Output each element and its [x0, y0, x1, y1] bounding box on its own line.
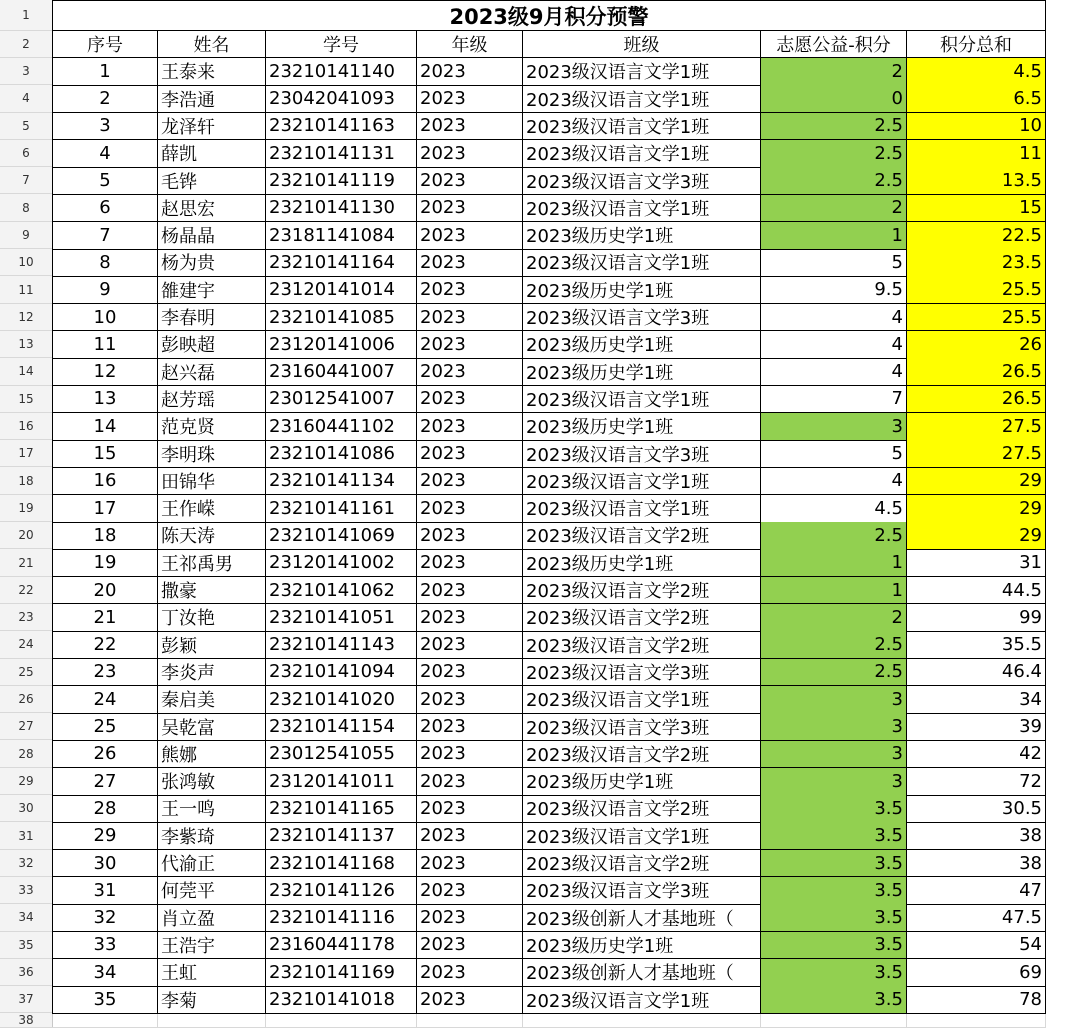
grade-cell[interactable]: 2023: [417, 986, 523, 1014]
row-number[interactable]: 27: [0, 713, 52, 740]
student-id-cell[interactable]: 23210141169: [266, 959, 417, 987]
student-id-cell[interactable]: 23210141116: [266, 904, 417, 932]
row-number[interactable]: 20: [0, 522, 52, 549]
volunteer-points-cell[interactable]: 1: [761, 577, 907, 605]
volunteer-points-cell[interactable]: 4: [761, 304, 907, 332]
grade-cell[interactable]: 2023: [417, 222, 523, 250]
row-index-cell[interactable]: 25: [52, 713, 158, 741]
class-name-cell[interactable]: 2023级汉语言文学2班: [523, 577, 761, 605]
volunteer-points-cell[interactable]: 1: [761, 549, 907, 577]
grade-cell[interactable]: 2023: [417, 440, 523, 468]
row-number[interactable]: 34: [0, 904, 52, 931]
student-name-cell[interactable]: 彭颖: [158, 631, 266, 659]
grade-cell[interactable]: 2023: [417, 686, 523, 714]
header-student-id[interactable]: 学号: [266, 31, 417, 58]
student-id-cell[interactable]: 23210141164: [266, 249, 417, 277]
student-id-cell[interactable]: 23210141126: [266, 877, 417, 905]
row-index-cell[interactable]: 24: [52, 686, 158, 714]
student-id-cell[interactable]: 23210141094: [266, 659, 417, 687]
grade-cell[interactable]: 2023: [417, 932, 523, 960]
class-name-cell[interactable]: 2023级汉语言文学3班: [523, 659, 761, 687]
volunteer-points-cell[interactable]: 2: [761, 604, 907, 632]
class-name-cell[interactable]: 2023级创新人才基地班（: [523, 904, 761, 932]
student-id-cell[interactable]: 23042041093: [266, 85, 417, 113]
student-id-cell[interactable]: 23210141085: [266, 304, 417, 332]
volunteer-points-cell[interactable]: 4.5: [761, 495, 907, 523]
class-name-cell[interactable]: 2023级汉语言文学1班: [523, 822, 761, 850]
student-name-cell[interactable]: 杨晶晶: [158, 222, 266, 250]
row-number[interactable]: 3: [0, 58, 52, 85]
student-id-cell[interactable]: 23120141006: [266, 331, 417, 359]
student-id-cell[interactable]: 23210141069: [266, 522, 417, 550]
class-name-cell[interactable]: 2023级汉语言文学3班: [523, 877, 761, 905]
grade-cell[interactable]: 2023: [417, 850, 523, 878]
row-number[interactable]: 23: [0, 604, 52, 631]
volunteer-points-cell[interactable]: 4: [761, 468, 907, 496]
total-points-cell[interactable]: 78: [907, 986, 1046, 1014]
class-name-cell[interactable]: 2023级汉语言文学1班: [523, 495, 761, 523]
grade-cell[interactable]: 2023: [417, 495, 523, 523]
volunteer-points-cell[interactable]: 3: [761, 686, 907, 714]
row-index-cell[interactable]: 5: [52, 167, 158, 195]
total-points-cell[interactable]: 23.5: [907, 249, 1046, 277]
student-name-cell[interactable]: 王祁禹男: [158, 549, 266, 577]
row-number[interactable]: 17: [0, 440, 52, 467]
student-id-cell[interactable]: 23210141020: [266, 686, 417, 714]
total-points-cell[interactable]: 6.5: [907, 85, 1046, 113]
grade-cell[interactable]: 2023: [417, 549, 523, 577]
row-index-cell[interactable]: 27: [52, 768, 158, 796]
student-id-cell[interactable]: 23210141168: [266, 850, 417, 878]
student-id-cell[interactable]: 23210141134: [266, 468, 417, 496]
student-name-cell[interactable]: 陈天涛: [158, 522, 266, 550]
row-number[interactable]: 38: [0, 1014, 52, 1028]
student-name-cell[interactable]: 赵兴磊: [158, 358, 266, 386]
student-id-cell[interactable]: 23120141011: [266, 768, 417, 796]
total-points-cell[interactable]: 27.5: [907, 440, 1046, 468]
row-number[interactable]: 31: [0, 822, 52, 849]
row-number[interactable]: 25: [0, 659, 52, 686]
student-name-cell[interactable]: 彭映超: [158, 331, 266, 359]
header-total-points[interactable]: 积分总和: [907, 31, 1046, 58]
row-number[interactable]: 10: [0, 249, 52, 276]
row-index-cell[interactable]: 12: [52, 358, 158, 386]
student-name-cell[interactable]: 何莞平: [158, 877, 266, 905]
empty-cell[interactable]: [266, 1014, 417, 1028]
grade-cell[interactable]: 2023: [417, 113, 523, 141]
row-index-cell[interactable]: 8: [52, 249, 158, 277]
student-name-cell[interactable]: 李紫琦: [158, 822, 266, 850]
grade-cell[interactable]: 2023: [417, 741, 523, 769]
row-index-cell[interactable]: 2: [52, 85, 158, 113]
empty-cell[interactable]: [761, 1014, 907, 1028]
total-points-cell[interactable]: 15: [907, 195, 1046, 223]
volunteer-points-cell[interactable]: 0: [761, 85, 907, 113]
student-name-cell[interactable]: 肖立盈: [158, 904, 266, 932]
class-name-cell[interactable]: 2023级历史学1班: [523, 358, 761, 386]
student-name-cell[interactable]: 张鸿敏: [158, 768, 266, 796]
grade-cell[interactable]: 2023: [417, 358, 523, 386]
student-id-cell[interactable]: 23210141051: [266, 604, 417, 632]
row-index-cell[interactable]: 9: [52, 276, 158, 304]
student-id-cell[interactable]: 23210141131: [266, 140, 417, 168]
volunteer-points-cell[interactable]: 2.5: [761, 113, 907, 141]
row-number[interactable]: 33: [0, 877, 52, 904]
student-id-cell[interactable]: 23181141084: [266, 222, 417, 250]
total-points-cell[interactable]: 26.5: [907, 358, 1046, 386]
student-name-cell[interactable]: 龙泽轩: [158, 113, 266, 141]
class-name-cell[interactable]: 2023级汉语言文学2班: [523, 850, 761, 878]
row-index-cell[interactable]: 17: [52, 495, 158, 523]
volunteer-points-cell[interactable]: 3.5: [761, 850, 907, 878]
volunteer-points-cell[interactable]: 3.5: [761, 822, 907, 850]
total-points-cell[interactable]: 26: [907, 331, 1046, 359]
row-number[interactable]: 35: [0, 932, 52, 959]
class-name-cell[interactable]: 2023级汉语言文学3班: [523, 167, 761, 195]
student-name-cell[interactable]: 雒建宇: [158, 276, 266, 304]
empty-cell[interactable]: [907, 1014, 1046, 1028]
grade-cell[interactable]: 2023: [417, 904, 523, 932]
student-id-cell[interactable]: 23210141018: [266, 986, 417, 1014]
student-id-cell[interactable]: 23210141161: [266, 495, 417, 523]
row-number[interactable]: 26: [0, 686, 52, 713]
row-number[interactable]: 2: [0, 31, 52, 58]
volunteer-points-cell[interactable]: 5: [761, 440, 907, 468]
total-points-cell[interactable]: 13.5: [907, 167, 1046, 195]
grade-cell[interactable]: 2023: [417, 631, 523, 659]
student-name-cell[interactable]: 李浩通: [158, 85, 266, 113]
student-id-cell[interactable]: 23120141002: [266, 549, 417, 577]
total-points-cell[interactable]: 47: [907, 877, 1046, 905]
row-number[interactable]: 7: [0, 167, 52, 194]
total-points-cell[interactable]: 11: [907, 140, 1046, 168]
grade-cell[interactable]: 2023: [417, 167, 523, 195]
total-points-cell[interactable]: 4.5: [907, 58, 1046, 86]
student-name-cell[interactable]: 代渝正: [158, 850, 266, 878]
student-id-cell[interactable]: 23210141086: [266, 440, 417, 468]
row-number[interactable]: 21: [0, 549, 52, 576]
class-name-cell[interactable]: 2023级创新人才基地班（: [523, 959, 761, 987]
student-name-cell[interactable]: 吴乾富: [158, 713, 266, 741]
student-id-cell[interactable]: 23210141119: [266, 167, 417, 195]
row-number[interactable]: 5: [0, 113, 52, 140]
total-points-cell[interactable]: 54: [907, 932, 1046, 960]
student-id-cell[interactable]: 23210141163: [266, 113, 417, 141]
grade-cell[interactable]: 2023: [417, 877, 523, 905]
row-index-cell[interactable]: 34: [52, 959, 158, 987]
student-name-cell[interactable]: 杨为贵: [158, 249, 266, 277]
student-name-cell[interactable]: 赵思宏: [158, 195, 266, 223]
row-index-cell[interactable]: 31: [52, 877, 158, 905]
class-name-cell[interactable]: 2023级汉语言文学2班: [523, 631, 761, 659]
row-number[interactable]: 15: [0, 386, 52, 413]
total-points-cell[interactable]: 27.5: [907, 413, 1046, 441]
grade-cell[interactable]: 2023: [417, 276, 523, 304]
row-index-cell[interactable]: 20: [52, 577, 158, 605]
student-id-cell[interactable]: 23210141130: [266, 195, 417, 223]
total-points-cell[interactable]: 29: [907, 522, 1046, 550]
sheet-title[interactable]: 2023级9月积分预警: [52, 0, 1046, 31]
volunteer-points-cell[interactable]: 3.5: [761, 877, 907, 905]
grade-cell[interactable]: 2023: [417, 331, 523, 359]
total-points-cell[interactable]: 25.5: [907, 276, 1046, 304]
row-number[interactable]: 36: [0, 959, 52, 986]
class-name-cell[interactable]: 2023级汉语言文学2班: [523, 604, 761, 632]
row-index-cell[interactable]: 10: [52, 304, 158, 332]
row-number[interactable]: 11: [0, 276, 52, 303]
student-id-cell[interactable]: 23012541055: [266, 741, 417, 769]
grade-cell[interactable]: 2023: [417, 85, 523, 113]
total-points-cell[interactable]: 99: [907, 604, 1046, 632]
row-index-cell[interactable]: 28: [52, 795, 158, 823]
total-points-cell[interactable]: 38: [907, 822, 1046, 850]
volunteer-points-cell[interactable]: 2.5: [761, 140, 907, 168]
student-id-cell[interactable]: 23160441178: [266, 932, 417, 960]
volunteer-points-cell[interactable]: 2.5: [761, 631, 907, 659]
grade-cell[interactable]: 2023: [417, 522, 523, 550]
class-name-cell[interactable]: 2023级历史学1班: [523, 932, 761, 960]
student-id-cell[interactable]: 23160441102: [266, 413, 417, 441]
grade-cell[interactable]: 2023: [417, 195, 523, 223]
row-index-cell[interactable]: 29: [52, 822, 158, 850]
empty-cell[interactable]: [417, 1014, 523, 1028]
row-number[interactable]: 28: [0, 741, 52, 768]
volunteer-points-cell[interactable]: 3: [761, 713, 907, 741]
student-id-cell[interactable]: 23210141154: [266, 713, 417, 741]
volunteer-points-cell[interactable]: 3: [761, 413, 907, 441]
header-grade[interactable]: 年级: [417, 31, 523, 58]
student-name-cell[interactable]: 李春明: [158, 304, 266, 332]
class-name-cell[interactable]: 2023级历史学1班: [523, 222, 761, 250]
total-points-cell[interactable]: 30.5: [907, 795, 1046, 823]
class-name-cell[interactable]: 2023级汉语言文学1班: [523, 686, 761, 714]
class-name-cell[interactable]: 2023级历史学1班: [523, 331, 761, 359]
grade-cell[interactable]: 2023: [417, 58, 523, 86]
grade-cell[interactable]: 2023: [417, 795, 523, 823]
total-points-cell[interactable]: 47.5: [907, 904, 1046, 932]
volunteer-points-cell[interactable]: 2.5: [761, 167, 907, 195]
class-name-cell[interactable]: 2023级历史学1班: [523, 549, 761, 577]
volunteer-points-cell[interactable]: 4: [761, 331, 907, 359]
volunteer-points-cell[interactable]: 4: [761, 358, 907, 386]
header-volunteer-points[interactable]: 志愿公益-积分: [761, 31, 907, 58]
student-name-cell[interactable]: 丁汝艳: [158, 604, 266, 632]
grade-cell[interactable]: 2023: [417, 659, 523, 687]
total-points-cell[interactable]: 29: [907, 468, 1046, 496]
total-points-cell[interactable]: 38: [907, 850, 1046, 878]
student-name-cell[interactable]: 撒豪: [158, 577, 266, 605]
row-number[interactable]: 8: [0, 195, 52, 222]
class-name-cell[interactable]: 2023级历史学1班: [523, 276, 761, 304]
row-index-cell[interactable]: 4: [52, 140, 158, 168]
class-name-cell[interactable]: 2023级汉语言文学1班: [523, 58, 761, 86]
class-name-cell[interactable]: 2023级历史学1班: [523, 768, 761, 796]
grade-cell[interactable]: 2023: [417, 304, 523, 332]
row-number[interactable]: 29: [0, 768, 52, 795]
row-index-cell[interactable]: 32: [52, 904, 158, 932]
volunteer-points-cell[interactable]: 2.5: [761, 659, 907, 687]
student-id-cell[interactable]: 23160441007: [266, 358, 417, 386]
total-points-cell[interactable]: 44.5: [907, 577, 1046, 605]
row-index-cell[interactable]: 33: [52, 932, 158, 960]
row-index-cell[interactable]: 6: [52, 195, 158, 223]
total-points-cell[interactable]: 34: [907, 686, 1046, 714]
row-number[interactable]: 1: [0, 0, 52, 31]
row-number[interactable]: 19: [0, 495, 52, 522]
student-name-cell[interactable]: 李明珠: [158, 440, 266, 468]
row-index-cell[interactable]: 7: [52, 222, 158, 250]
student-id-cell[interactable]: 23210141062: [266, 577, 417, 605]
row-index-cell[interactable]: 3: [52, 113, 158, 141]
total-points-cell[interactable]: 22.5: [907, 222, 1046, 250]
empty-cell[interactable]: [52, 1014, 158, 1028]
row-index-cell[interactable]: 1: [52, 58, 158, 86]
class-name-cell[interactable]: 2023级汉语言文学3班: [523, 440, 761, 468]
row-number[interactable]: 13: [0, 331, 52, 358]
row-index-cell[interactable]: 23: [52, 659, 158, 687]
grade-cell[interactable]: 2023: [417, 768, 523, 796]
row-number[interactable]: 30: [0, 795, 52, 822]
row-number[interactable]: 22: [0, 577, 52, 604]
volunteer-points-cell[interactable]: 3.5: [761, 986, 907, 1014]
class-name-cell[interactable]: 2023级汉语言文学1班: [523, 386, 761, 414]
grade-cell[interactable]: 2023: [417, 822, 523, 850]
volunteer-points-cell[interactable]: 2.5: [761, 522, 907, 550]
student-name-cell[interactable]: 王泰来: [158, 58, 266, 86]
total-points-cell[interactable]: 25.5: [907, 304, 1046, 332]
row-index-cell[interactable]: 14: [52, 413, 158, 441]
row-index-cell[interactable]: 13: [52, 386, 158, 414]
grade-cell[interactable]: 2023: [417, 386, 523, 414]
volunteer-points-cell[interactable]: 3.5: [761, 904, 907, 932]
class-name-cell[interactable]: 2023级汉语言文学1班: [523, 113, 761, 141]
student-id-cell[interactable]: 23210141165: [266, 795, 417, 823]
volunteer-points-cell[interactable]: 3: [761, 741, 907, 769]
volunteer-points-cell[interactable]: 2: [761, 58, 907, 86]
row-index-cell[interactable]: 19: [52, 549, 158, 577]
row-number-column: [0, 0, 53, 1028]
total-points-cell[interactable]: 69: [907, 959, 1046, 987]
row-number[interactable]: 37: [0, 986, 52, 1013]
total-points-cell[interactable]: 72: [907, 768, 1046, 796]
grade-cell[interactable]: 2023: [417, 249, 523, 277]
row-number[interactable]: 32: [0, 850, 52, 877]
volunteer-points-cell[interactable]: 3.5: [761, 959, 907, 987]
grade-cell[interactable]: 2023: [417, 140, 523, 168]
row-index-cell[interactable]: 18: [52, 522, 158, 550]
volunteer-points-cell[interactable]: 7: [761, 386, 907, 414]
student-name-cell[interactable]: 毛铧: [158, 167, 266, 195]
row-index-cell[interactable]: 16: [52, 468, 158, 496]
row-number[interactable]: 18: [0, 468, 52, 495]
row-number[interactable]: 4: [0, 85, 52, 112]
class-name-cell[interactable]: 2023级汉语言文学1班: [523, 195, 761, 223]
row-index-cell[interactable]: 15: [52, 440, 158, 468]
header-student-name[interactable]: 姓名: [158, 31, 266, 58]
student-name-cell[interactable]: 秦启美: [158, 686, 266, 714]
student-name-cell[interactable]: 赵芳瑶: [158, 386, 266, 414]
class-name-cell[interactable]: 2023级汉语言文学3班: [523, 304, 761, 332]
student-name-cell[interactable]: 范克贤: [158, 413, 266, 441]
total-points-cell[interactable]: 29: [907, 495, 1046, 523]
total-points-cell[interactable]: 26.5: [907, 386, 1046, 414]
total-points-cell[interactable]: 10: [907, 113, 1046, 141]
total-points-cell[interactable]: 42: [907, 741, 1046, 769]
student-name-cell[interactable]: 熊娜: [158, 741, 266, 769]
student-id-cell[interactable]: 23210141137: [266, 822, 417, 850]
row-index-cell[interactable]: 35: [52, 986, 158, 1014]
header-class-name[interactable]: 班级: [523, 31, 761, 58]
student-name-cell[interactable]: 李炎声: [158, 659, 266, 687]
row-number[interactable]: 6: [0, 140, 52, 167]
student-name-cell[interactable]: 薛凯: [158, 140, 266, 168]
empty-cell[interactable]: [523, 1014, 761, 1028]
grade-cell[interactable]: 2023: [417, 604, 523, 632]
row-number[interactable]: 12: [0, 304, 52, 331]
student-name-cell[interactable]: 王一鸣: [158, 795, 266, 823]
class-name-cell[interactable]: 2023级汉语言文学1班: [523, 249, 761, 277]
row-number[interactable]: 14: [0, 358, 52, 385]
volunteer-points-cell[interactable]: 3: [761, 768, 907, 796]
student-name-cell[interactable]: 王浩宇: [158, 932, 266, 960]
class-name-cell[interactable]: 2023级汉语言文学2班: [523, 795, 761, 823]
class-name-cell[interactable]: 2023级汉语言文学1班: [523, 140, 761, 168]
row-number[interactable]: 9: [0, 222, 52, 249]
row-number[interactable]: 24: [0, 631, 52, 658]
row-index-cell[interactable]: 22: [52, 631, 158, 659]
student-id-cell[interactable]: 23210141143: [266, 631, 417, 659]
student-name-cell[interactable]: 李菊: [158, 986, 266, 1014]
total-points-cell[interactable]: 46.4: [907, 659, 1046, 687]
volunteer-points-cell[interactable]: 9.5: [761, 276, 907, 304]
grade-cell[interactable]: 2023: [417, 577, 523, 605]
total-points-cell[interactable]: 39: [907, 713, 1046, 741]
class-name-cell[interactable]: 2023级历史学1班: [523, 413, 761, 441]
total-points-cell[interactable]: 31: [907, 549, 1046, 577]
total-points-cell[interactable]: 35.5: [907, 631, 1046, 659]
grade-cell[interactable]: 2023: [417, 413, 523, 441]
row-index-cell[interactable]: 21: [52, 604, 158, 632]
class-name-cell[interactable]: 2023级汉语言文学1班: [523, 468, 761, 496]
grade-cell[interactable]: 2023: [417, 713, 523, 741]
row-index-cell[interactable]: 30: [52, 850, 158, 878]
class-name-cell[interactable]: 2023级汉语言文学2班: [523, 741, 761, 769]
student-id-cell[interactable]: 23012541007: [266, 386, 417, 414]
student-name-cell[interactable]: 王虹: [158, 959, 266, 987]
header-row-index[interactable]: 序号: [52, 31, 158, 58]
row-number[interactable]: 16: [0, 413, 52, 440]
volunteer-points-cell[interactable]: 3.5: [761, 932, 907, 960]
student-id-cell[interactable]: 23210141140: [266, 58, 417, 86]
class-name-cell[interactable]: 2023级汉语言文学1班: [523, 85, 761, 113]
class-name-cell[interactable]: 2023级汉语言文学3班: [523, 713, 761, 741]
volunteer-points-cell[interactable]: 2: [761, 195, 907, 223]
volunteer-points-cell[interactable]: 3.5: [761, 795, 907, 823]
row-index-cell[interactable]: 11: [52, 331, 158, 359]
grade-cell[interactable]: 2023: [417, 468, 523, 496]
empty-cell[interactable]: [158, 1014, 266, 1028]
volunteer-points-cell[interactable]: 5: [761, 249, 907, 277]
student-id-cell[interactable]: 23120141014: [266, 276, 417, 304]
class-name-cell[interactable]: 2023级汉语言文学2班: [523, 522, 761, 550]
class-name-cell[interactable]: 2023级汉语言文学1班: [523, 986, 761, 1014]
student-name-cell[interactable]: 王作嵘: [158, 495, 266, 523]
volunteer-points-cell[interactable]: 1: [761, 222, 907, 250]
student-name-cell[interactable]: 田锦华: [158, 468, 266, 496]
row-index-cell[interactable]: 26: [52, 741, 158, 769]
grade-cell[interactable]: 2023: [417, 959, 523, 987]
